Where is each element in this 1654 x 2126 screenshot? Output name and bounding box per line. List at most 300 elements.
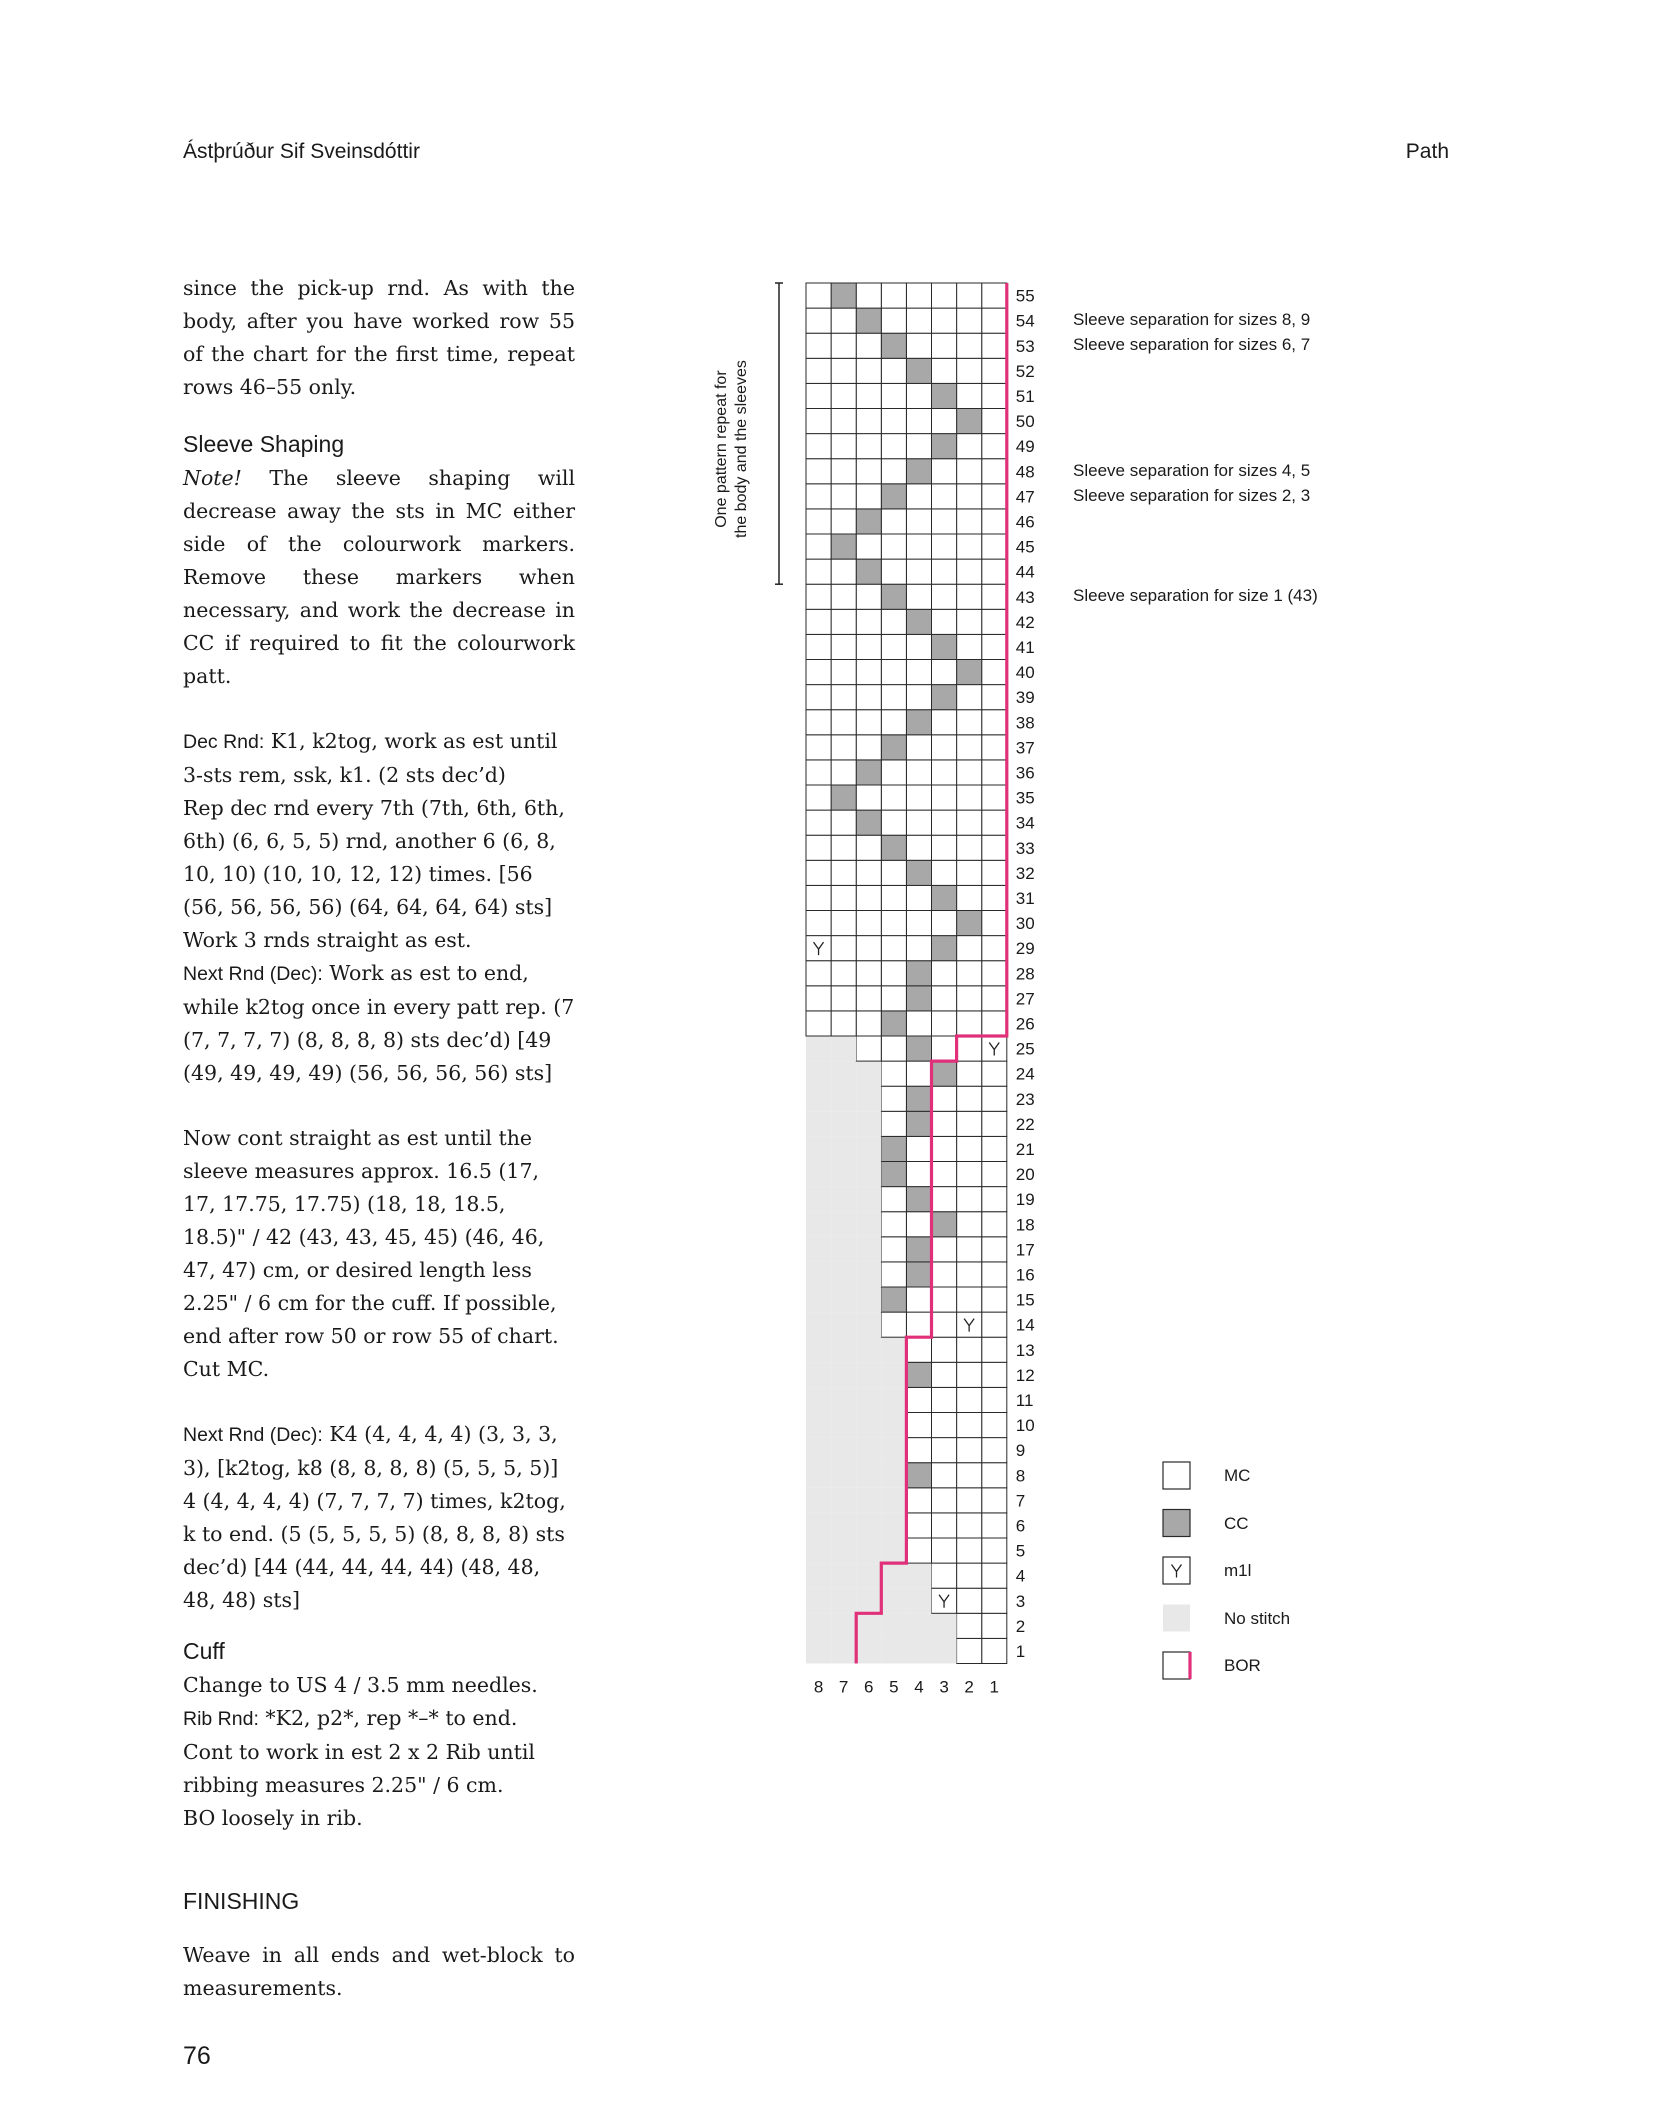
row-number: 25	[1015, 1039, 1035, 1059]
stitch-cell	[881, 936, 906, 961]
row-number: 20	[1015, 1165, 1035, 1185]
stitch-cell	[932, 1463, 957, 1488]
stitch-cell	[806, 634, 831, 659]
stitch-cell	[957, 1337, 982, 1362]
stitch-cell	[806, 534, 831, 559]
stitch-cell	[957, 634, 982, 659]
column-number: 7	[838, 1677, 849, 1697]
legend-swatch-cc	[1163, 1510, 1190, 1537]
stitch-cell	[957, 1111, 982, 1136]
stitch-cell	[806, 584, 831, 609]
no-stitch-cell	[881, 1638, 906, 1663]
stitch-cell	[831, 735, 856, 760]
stitch-cell	[881, 308, 906, 333]
stitch-cell	[957, 584, 982, 609]
no-stitch-cell	[831, 1136, 856, 1161]
stitch-cell	[982, 860, 1007, 885]
stitch-cell	[932, 961, 957, 986]
stitch-cell	[856, 1011, 881, 1036]
no-stitch-cell	[881, 1563, 906, 1588]
no-stitch-cell	[831, 1463, 856, 1488]
stitch-cell	[856, 509, 881, 534]
stitch-cell	[982, 1187, 1007, 1212]
stitch-cell	[932, 1136, 957, 1161]
legend-swatch-mc	[1163, 1462, 1190, 1489]
stitch-cell	[881, 1287, 906, 1312]
stitch-cell	[957, 609, 982, 634]
stitch-cell	[906, 609, 931, 634]
row-number: 34	[1015, 813, 1035, 833]
no-stitch-cell	[881, 1513, 906, 1538]
stitch-cell	[881, 1086, 906, 1111]
work-straight-paragraph: Work 3 rnds straight as est.	[183, 928, 472, 952]
stitch-cell	[806, 609, 831, 634]
no-stitch-cell	[806, 1463, 831, 1488]
row-number: 8	[1015, 1466, 1026, 1486]
stitch-cell	[982, 1237, 1007, 1262]
stitch-cell	[906, 1136, 931, 1161]
stitch-cell	[906, 760, 931, 785]
stitch-cell	[906, 1463, 931, 1488]
note-label: Note!	[183, 466, 242, 490]
stitch-cell	[982, 1438, 1007, 1463]
stitch-cell	[957, 735, 982, 760]
stitch-cell	[806, 509, 831, 534]
no-stitch-cell	[856, 1237, 881, 1262]
cuff-heading: Cuff	[183, 1638, 225, 1664]
stitch-cell	[982, 835, 1007, 860]
stitch-cell	[957, 459, 982, 484]
sleeve-separation-note: Sleeve separation for sizes 4, 5	[1073, 460, 1311, 480]
stitch-cell	[806, 283, 831, 308]
no-stitch-cell	[806, 1337, 831, 1362]
row-number: 21	[1015, 1139, 1035, 1159]
stitch-cell	[932, 1237, 957, 1262]
bo-paragraph: BO loosely in rib.	[183, 1806, 363, 1830]
stitch-cell	[932, 1036, 957, 1061]
stitch-cell	[982, 1638, 1007, 1663]
stitch-cell	[957, 936, 982, 961]
stitch-cell	[957, 534, 982, 559]
next-rnd-label-1: Next Rnd (Dec):	[183, 963, 323, 985]
no-stitch-cell	[881, 1387, 906, 1412]
stitch-cell	[881, 1237, 906, 1262]
stitch-cell	[957, 986, 982, 1011]
row-number: 52	[1015, 361, 1035, 381]
stitch-cell	[957, 1588, 982, 1613]
stitch-cell	[982, 885, 1007, 910]
stitch-cell	[806, 459, 831, 484]
stitch-cell	[906, 283, 931, 308]
row-number: 4	[1015, 1566, 1026, 1586]
row-number: 37	[1015, 738, 1035, 758]
stitch-cell	[856, 308, 881, 333]
stitch-cell	[957, 961, 982, 986]
stitch-cell	[906, 1538, 931, 1563]
row-number: 40	[1015, 663, 1035, 683]
stitch-cell	[906, 534, 931, 559]
stitch-cell	[856, 559, 881, 584]
no-stitch-cell	[806, 1488, 831, 1513]
stitch-cell	[982, 634, 1007, 659]
no-stitch-cell	[881, 1463, 906, 1488]
stitch-cell	[932, 760, 957, 785]
stitch-cell	[806, 358, 831, 383]
rep-dec-paragraph: Rep dec rnd every 7th (7th, 6th, 6th, 6th) (6, 6, 5, 5) rnd, another 6 (6, 8, 10, 10) (10, 10, 12, 12) times. [56 (56, 56, 56, 56) (64, 64, 64, 64) sts]	[183, 796, 565, 919]
no-stitch-cell	[806, 1162, 831, 1187]
row-number: 30	[1015, 914, 1035, 934]
stitch-cell	[806, 961, 831, 986]
stitch-cell	[932, 1111, 957, 1136]
no-stitch-cell	[856, 1538, 881, 1563]
rib-rnd-body: *K2, p2*, rep *–* to end.	[258, 1706, 518, 1730]
stitch-cell	[982, 936, 1007, 961]
stitch-cell	[932, 1312, 957, 1337]
stitch-cell	[906, 1362, 931, 1387]
no-stitch-cell	[831, 1111, 856, 1136]
stitch-cell	[906, 735, 931, 760]
column-number: 5	[889, 1677, 899, 1697]
no-stitch-cell	[831, 1212, 856, 1237]
next-rnd-label-2: Next Rnd (Dec):	[183, 1424, 323, 1446]
row-number: 10	[1015, 1416, 1035, 1436]
column-number: 3	[939, 1677, 949, 1697]
no-stitch-cell	[806, 1061, 831, 1086]
column-number: 4	[914, 1677, 924, 1697]
column-number: 8	[813, 1677, 824, 1697]
stitch-cell	[831, 936, 856, 961]
stitch-cell	[982, 986, 1007, 1011]
no-stitch-cell	[831, 1262, 856, 1287]
stitch-cell	[982, 1413, 1007, 1438]
no-stitch-cell	[856, 1588, 881, 1613]
legend-label-mc: MC	[1224, 1466, 1251, 1485]
stitch-cell	[932, 584, 957, 609]
no-stitch-cell	[806, 1136, 831, 1161]
stitch-cell	[906, 434, 931, 459]
no-stitch-cell	[831, 1638, 856, 1663]
no-stitch-cell	[831, 1061, 856, 1086]
stitch-cell	[881, 1036, 906, 1061]
stitch-cell	[856, 810, 881, 835]
stitch-cell	[806, 835, 831, 860]
stitch-cell	[881, 710, 906, 735]
stitch-cell	[806, 911, 831, 936]
row-number: 12	[1015, 1365, 1035, 1385]
no-stitch-cell	[806, 1187, 831, 1212]
stitch-cell	[982, 911, 1007, 936]
row-number: 13	[1015, 1340, 1035, 1360]
stitch-cell	[856, 609, 881, 634]
rib-rnd-label: Rib Rnd:	[183, 1708, 259, 1730]
row-number: 27	[1015, 989, 1035, 1009]
no-stitch-cell	[806, 1387, 831, 1412]
row-number: 47	[1015, 487, 1035, 507]
stitch-cell	[881, 1061, 906, 1086]
dec-rnd-body: K1, k2tog, work as est until 3-sts rem, ssk, k1. (2 sts dec’d)	[183, 729, 558, 787]
stitch-cell	[881, 1111, 906, 1136]
row-number: 50	[1015, 412, 1035, 432]
no-stitch-cell	[806, 1513, 831, 1538]
no-stitch-cell	[881, 1362, 906, 1387]
row-number: 9	[1015, 1441, 1026, 1461]
row-number: 23	[1015, 1089, 1035, 1109]
stitch-cell	[932, 383, 957, 408]
stitch-cell	[856, 936, 881, 961]
stitch-cell	[806, 735, 831, 760]
stitch-cell	[982, 1337, 1007, 1362]
stitch-cell	[932, 835, 957, 860]
stitch-cell	[831, 710, 856, 735]
stitch-cell	[906, 1187, 931, 1212]
row-number: 22	[1015, 1114, 1035, 1134]
stitch-cell	[932, 609, 957, 634]
stitch-cell	[881, 358, 906, 383]
stitch-cell	[957, 1463, 982, 1488]
stitch-cell	[906, 936, 931, 961]
stitch-cell	[932, 860, 957, 885]
row-number: 54	[1015, 311, 1035, 331]
stitch-cell	[957, 1011, 982, 1036]
no-stitch-cell	[881, 1413, 906, 1438]
no-stitch-cell	[881, 1488, 906, 1513]
stitch-cell	[982, 1538, 1007, 1563]
stitch-cell	[906, 885, 931, 910]
stitch-cell	[932, 710, 957, 735]
stitch-cell	[906, 710, 931, 735]
stitch-cell	[932, 1086, 957, 1111]
stitch-cell	[806, 710, 831, 735]
stitch-cell	[881, 735, 906, 760]
stitch-cell	[881, 760, 906, 785]
stitch-cell	[932, 1538, 957, 1563]
stitch-cell	[856, 660, 881, 685]
finishing-heading: FINISHING	[183, 1888, 300, 1914]
stitch-cell	[982, 1387, 1007, 1412]
row-number: 11	[1015, 1390, 1034, 1410]
stitch-cell	[982, 358, 1007, 383]
stitch-cell	[957, 1287, 982, 1312]
stitch-cell	[957, 308, 982, 333]
stitch-cell	[906, 409, 931, 434]
stitch-cell	[831, 986, 856, 1011]
stitch-cell	[906, 1312, 931, 1337]
stitch-cell	[982, 1086, 1007, 1111]
stitch-cell	[881, 986, 906, 1011]
no-stitch-cell	[831, 1287, 856, 1312]
stitch-cell	[982, 459, 1007, 484]
stitch-cell	[932, 333, 957, 358]
row-number: 46	[1015, 512, 1035, 532]
stitch-cell	[806, 760, 831, 785]
stitch-cell	[856, 710, 881, 735]
no-stitch-cell	[856, 1638, 881, 1663]
stitch-cell	[806, 660, 831, 685]
stitch-cell	[906, 459, 931, 484]
stitch-cell	[856, 835, 881, 860]
stitch-cell	[881, 685, 906, 710]
no-stitch-cell	[831, 1613, 856, 1638]
stitch-cell	[957, 283, 982, 308]
stitch-cell	[932, 1387, 957, 1412]
stitch-cell	[881, 634, 906, 659]
row-number: 5	[1015, 1541, 1026, 1561]
stitch-cell	[856, 634, 881, 659]
stitch-cell	[856, 409, 881, 434]
no-stitch-cell	[856, 1187, 881, 1212]
stitch-cell	[856, 459, 881, 484]
stitch-cell	[932, 634, 957, 659]
no-stitch-cell	[831, 1237, 856, 1262]
no-stitch-cell	[856, 1111, 881, 1136]
no-stitch-cell	[856, 1613, 881, 1638]
row-number: 43	[1015, 587, 1035, 607]
no-stitch-cell	[881, 1337, 906, 1362]
sleeve-separation-note: Sleeve separation for size 1 (43)	[1073, 586, 1318, 606]
row-number: 17	[1015, 1240, 1035, 1260]
stitch-cell	[881, 559, 906, 584]
row-number: 29	[1015, 939, 1035, 959]
no-stitch-cell	[806, 1287, 831, 1312]
dec-rnd-label: Dec Rnd:	[183, 731, 265, 753]
stitch-cell	[906, 1438, 931, 1463]
intro-paragraph: since the pick-up rnd. As with the body, after you have worked row 55 of the chart for the first time, repeat rows 46–55 only.	[183, 276, 575, 399]
stitch-cell	[806, 409, 831, 434]
stitch-cell	[982, 1162, 1007, 1187]
stitch-cell	[856, 584, 881, 609]
stitch-cell	[906, 860, 931, 885]
no-stitch-cell	[831, 1387, 856, 1412]
stitch-cell	[806, 1011, 831, 1036]
stitch-cell	[906, 1287, 931, 1312]
stitch-cell	[982, 308, 1007, 333]
stitch-cell	[982, 1513, 1007, 1538]
row-number: 49	[1015, 437, 1035, 457]
no-stitch-cell	[831, 1488, 856, 1513]
no-stitch-cell	[856, 1312, 881, 1337]
stitch-cell	[982, 1362, 1007, 1387]
stitch-cell	[881, 409, 906, 434]
stitch-cell	[881, 1212, 906, 1237]
cuff-needles-paragraph: Change to US 4 / 3.5 mm needles.	[183, 1673, 538, 1697]
stitch-cell	[881, 1162, 906, 1187]
no-stitch-cell	[906, 1588, 931, 1613]
stitch-cell	[831, 333, 856, 358]
stitch-cell	[957, 484, 982, 509]
stitch-cell	[957, 1262, 982, 1287]
no-stitch-cell	[856, 1488, 881, 1513]
stitch-cell	[906, 584, 931, 609]
stitch-cell	[881, 860, 906, 885]
stitch-cell	[957, 1187, 982, 1212]
stitch-cell	[906, 810, 931, 835]
stitch-cell	[957, 1036, 982, 1061]
stitch-cell	[806, 986, 831, 1011]
stitch-cell	[982, 1111, 1007, 1136]
stitch-cell	[906, 358, 931, 383]
stitch-cell	[932, 1488, 957, 1513]
row-number: 44	[1015, 562, 1035, 582]
row-number: 53	[1015, 336, 1035, 356]
stitch-cell	[806, 685, 831, 710]
stitch-cell	[881, 1187, 906, 1212]
stitch-cell	[982, 660, 1007, 685]
stitch-cell	[957, 710, 982, 735]
stitch-cell	[957, 810, 982, 835]
stitch-cell	[932, 1563, 957, 1588]
stitch-cell	[957, 1212, 982, 1237]
stitch-cell	[831, 609, 856, 634]
no-stitch-cell	[856, 1413, 881, 1438]
stitch-cell	[881, 785, 906, 810]
stitch-cell	[881, 459, 906, 484]
stitch-cell	[982, 534, 1007, 559]
stitch-cell	[982, 1136, 1007, 1161]
stitch-cell	[957, 1362, 982, 1387]
legend-swatch-bor	[1163, 1652, 1190, 1679]
stitch-cell	[806, 333, 831, 358]
no-stitch-cell	[831, 1538, 856, 1563]
no-stitch-cell	[856, 1262, 881, 1287]
stitch-cell	[906, 1061, 931, 1086]
stitch-cell	[932, 1011, 957, 1036]
stitch-cell	[957, 860, 982, 885]
stitch-cell	[806, 308, 831, 333]
stitch-cell	[982, 1287, 1007, 1312]
no-stitch-cell	[831, 1162, 856, 1187]
stitch-cell	[831, 459, 856, 484]
stitch-cell	[957, 1387, 982, 1412]
next-rnd-body-1: Work as est to end, while k2tog once in every patt rep. (7 (7, 7, 7, 7) (8, 8, 8, 8) sts dec’d) [49 (49, 49, 49, 49) (56, 56, 56, 56) sts]	[183, 961, 575, 1085]
stitch-cell	[932, 509, 957, 534]
stitch-cell	[982, 409, 1007, 434]
note-body: The sleeve shaping will decrease away the sts in MC either side of the colourwork markers. Remove these markers when necessary, and work the decrease in CC if required to fit the colourwork patt.	[183, 466, 575, 688]
stitch-cell	[982, 810, 1007, 835]
no-stitch-cell	[806, 1588, 831, 1613]
stitch-cell	[932, 484, 957, 509]
row-number: 6	[1015, 1516, 1026, 1536]
header-title: Path	[1405, 140, 1449, 163]
no-stitch-cell	[856, 1287, 881, 1312]
stitch-cell	[906, 509, 931, 534]
stitch-cell	[906, 484, 931, 509]
stitch-cell	[957, 911, 982, 936]
no-stitch-cell	[806, 1212, 831, 1237]
stitch-cell	[982, 283, 1007, 308]
stitch-cell	[881, 1136, 906, 1161]
column-number: 1	[989, 1677, 999, 1697]
stitch-cell	[932, 1287, 957, 1312]
no-stitch-cell	[806, 1638, 831, 1663]
stitch-cell	[957, 685, 982, 710]
column-number: 2	[964, 1677, 974, 1697]
stitch-cell	[906, 785, 931, 810]
stitch-cell	[982, 1212, 1007, 1237]
row-number: 33	[1015, 838, 1035, 858]
stitch-cell	[957, 1413, 982, 1438]
row-number: 19	[1015, 1190, 1035, 1210]
stitch-cell	[957, 1086, 982, 1111]
stitch-cell	[906, 685, 931, 710]
stitch-cell	[881, 534, 906, 559]
no-stitch-cell	[831, 1362, 856, 1387]
stitch-cell	[906, 1086, 931, 1111]
row-number: 35	[1015, 788, 1035, 808]
stitch-cell	[831, 484, 856, 509]
stitch-cell	[856, 911, 881, 936]
no-stitch-cell	[856, 1362, 881, 1387]
stitch-cell	[881, 961, 906, 986]
